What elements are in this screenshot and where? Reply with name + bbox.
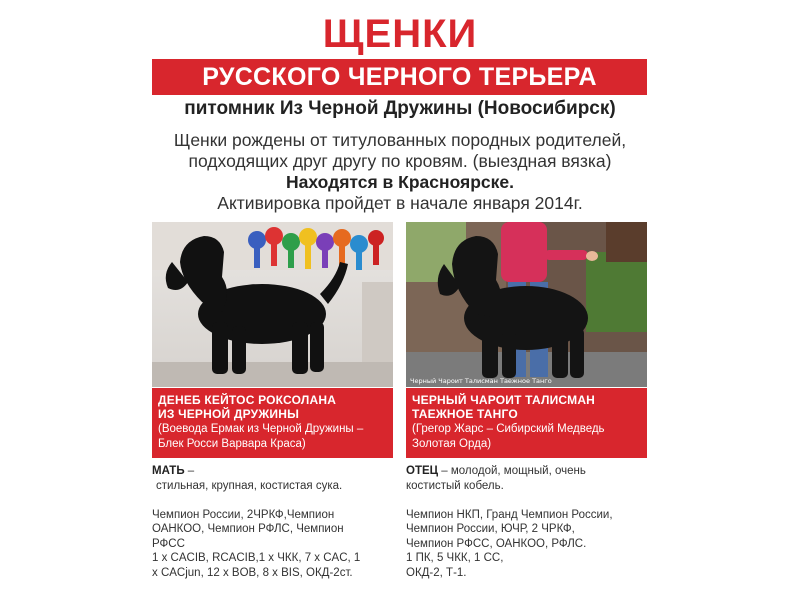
- mother-title-line: РФСС: [152, 537, 185, 550]
- mother-name-card: [152, 388, 393, 458]
- mother-pedigree-line-2: Блек Росси Варвара Краса): [158, 438, 306, 450]
- father-pedigree-line-1: (Грегор Жарс – Сибирский Медведь: [412, 423, 605, 435]
- father-desc-line: костистый кобель.: [406, 479, 504, 492]
- father-title-line: Чемпион НКП, Гранд Чемпион России,: [406, 508, 613, 521]
- mother-title-line: ОАНКОО, Чемпион РФЛС, Чемпион: [152, 523, 344, 535]
- father-label: ОТЕЦ: [406, 465, 439, 477]
- mother-label-suffix: –: [184, 465, 195, 477]
- photo-watermark: Черный Чароит Талисман Таежное Танго: [410, 377, 552, 385]
- father-description: [406, 464, 651, 580]
- father-pedigree-line-2: Золотая Орда): [412, 438, 492, 450]
- intro-text: [0, 130, 800, 214]
- mother-photo: [152, 222, 393, 387]
- intro-line-2: подходящих друг другу по кровям. (выездная вязка): [188, 151, 612, 171]
- intro-activation: Активировка пройдет в начале января 2014г.: [217, 193, 583, 213]
- mother-desc-line: стильная, крупная, костистая сука.: [156, 479, 343, 492]
- intro-line-1: Щенки рождены от титулованных породных родителей,: [173, 130, 627, 150]
- father-name-line-2: ТАЕЖНОЕ ТАНГО: [412, 407, 518, 421]
- father-title-line: Чемпион РФСС, ОАНКОО, РФЛС.: [406, 537, 587, 550]
- father-title-line: Чемпион России, ЮЧР, 2 ЧРКФ,: [406, 523, 575, 535]
- mother-title-line: 1 x CACIB, RCACIB,1 x ЧКК, 7 x CAC, 1: [152, 552, 361, 564]
- mother-name-line-1: ДЕНЕБ КЕЙТОС РОКСОЛАНА: [158, 393, 337, 407]
- father-photo: [406, 222, 647, 387]
- mother-pedigree-line-1: (Воевода Ермак из Черной Дружины –: [158, 423, 364, 435]
- mother-label: МАТЬ: [152, 465, 185, 477]
- father-name-card: [406, 388, 647, 458]
- mother-name-line-2: ИЗ ЧЕРНОЙ ДРУЖИНЫ: [158, 407, 300, 421]
- father-title-line: 1 ПК, 5 ЧКК, 1 СС,: [406, 552, 504, 564]
- page-title: ЩЕНКИ: [322, 12, 478, 56]
- father-title-line: ОКД-2, Т-1.: [406, 566, 467, 579]
- mother-description: [152, 464, 397, 580]
- father-name-line-1: ЧЕРНЫЙ ЧАРОИТ ТАЛИСМАН: [412, 393, 596, 407]
- intro-location: Находятся в Красноярске.: [285, 172, 515, 192]
- breed-banner: РУССКОГО ЧЕРНОГО ТЕРЬЕРА: [152, 59, 647, 95]
- kennel-subtitle: питомник Из Черной Дружины (Новосибирск): [184, 98, 616, 119]
- father-label-suffix: – молодой, мощный, очень: [438, 465, 586, 477]
- mother-title-line: Чемпион России, 2ЧРКФ,Чемпион: [152, 508, 335, 521]
- mother-title-line: x CACjun, 12 x BOB, 8 x BIS, ОКД-2ст.: [152, 566, 353, 579]
